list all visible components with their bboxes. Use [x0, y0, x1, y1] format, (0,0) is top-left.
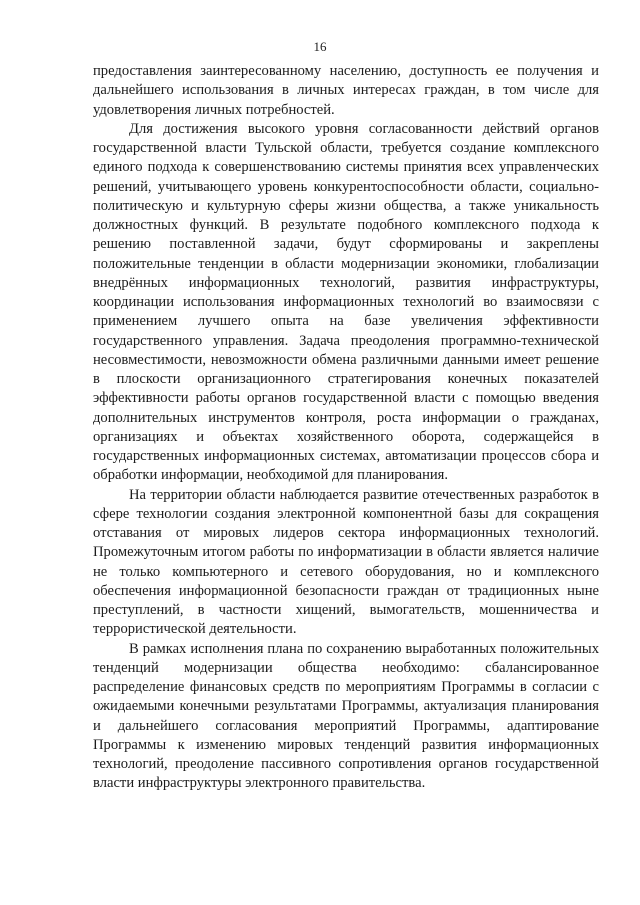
- paragraph: На территории области наблюдается развитие отечественных разработок в сфере технологии создания электронной компонентной базы для сокращения отставания от мировых лидеров сектора информационных технологий. Промежуточным итогом работы по информатизации в области является наличие не только компьютерного и сетевого оборудования, но и комплексного обеспечения информационной безопасности граждан от традиционных ныне преступлений, в частности хищений, вымогательств, мошенничества и террористической деятельности.: [93, 486, 599, 638]
- paragraph-continuation: предоставления заинтересованному населению, доступность ее получения и дальнейшего использования в личных интересах граждан, в том числе для удовлетворения личных потребностей.: [93, 63, 599, 118]
- paragraph: Для достижения высокого уровня согласованности действий органов государственной власти Тульской области, требуется создание комплексного единого подхода к совершенствованию системы принятия всех управленческих решений, учитывающего уровень конкурентоспособности области, социально-политическую и культурную сферы жизни общества, а также уникальность должностных функций. В результате подобного комплексного подхода к решению поставленной задачи, будут сформированы и закреплены положительные тенденции в области модернизации экономики, глобализации внедрённых информационных технологий, развития инфраструктуры, координации использования информационных технологий во взаимосвязи с применением лучшего опыта на базе увеличения эффективности государственного управления. Задача преодоления программно-технической несовместимости, невозможности обмена различными данными имеет решение в плоскости организационного стратегирования конечных показателей эффективности работы органов государственной власти с помощью введения дополнительных инструментов контроля, роста информации о гражданах, организациях и объектах хозяйственного оборота, содержащейся в государственных информационных системах, автоматизации процессов сбора и обработки информации, необходимой для планирования.: [93, 120, 599, 484]
- page-number: 16: [313, 39, 327, 54]
- document-body: [93, 62, 599, 794]
- paragraph: В рамках исполнения плана по сохранению выработанных положительных тенденций модернизации общества необходимо: сбалансированное распределение финансовых средств по мероприятиям Программы в согласии с ожидаемыми конечными результатами Программы, актуализация планирования и дальнейшего согласования мероприятий Программы, адаптирование Программы к изменению мировых тенденций развития информационных технологий, преодоление пассивного сопротивления органов государственной власти инфраструктуры электронного правительства.: [93, 640, 599, 792]
